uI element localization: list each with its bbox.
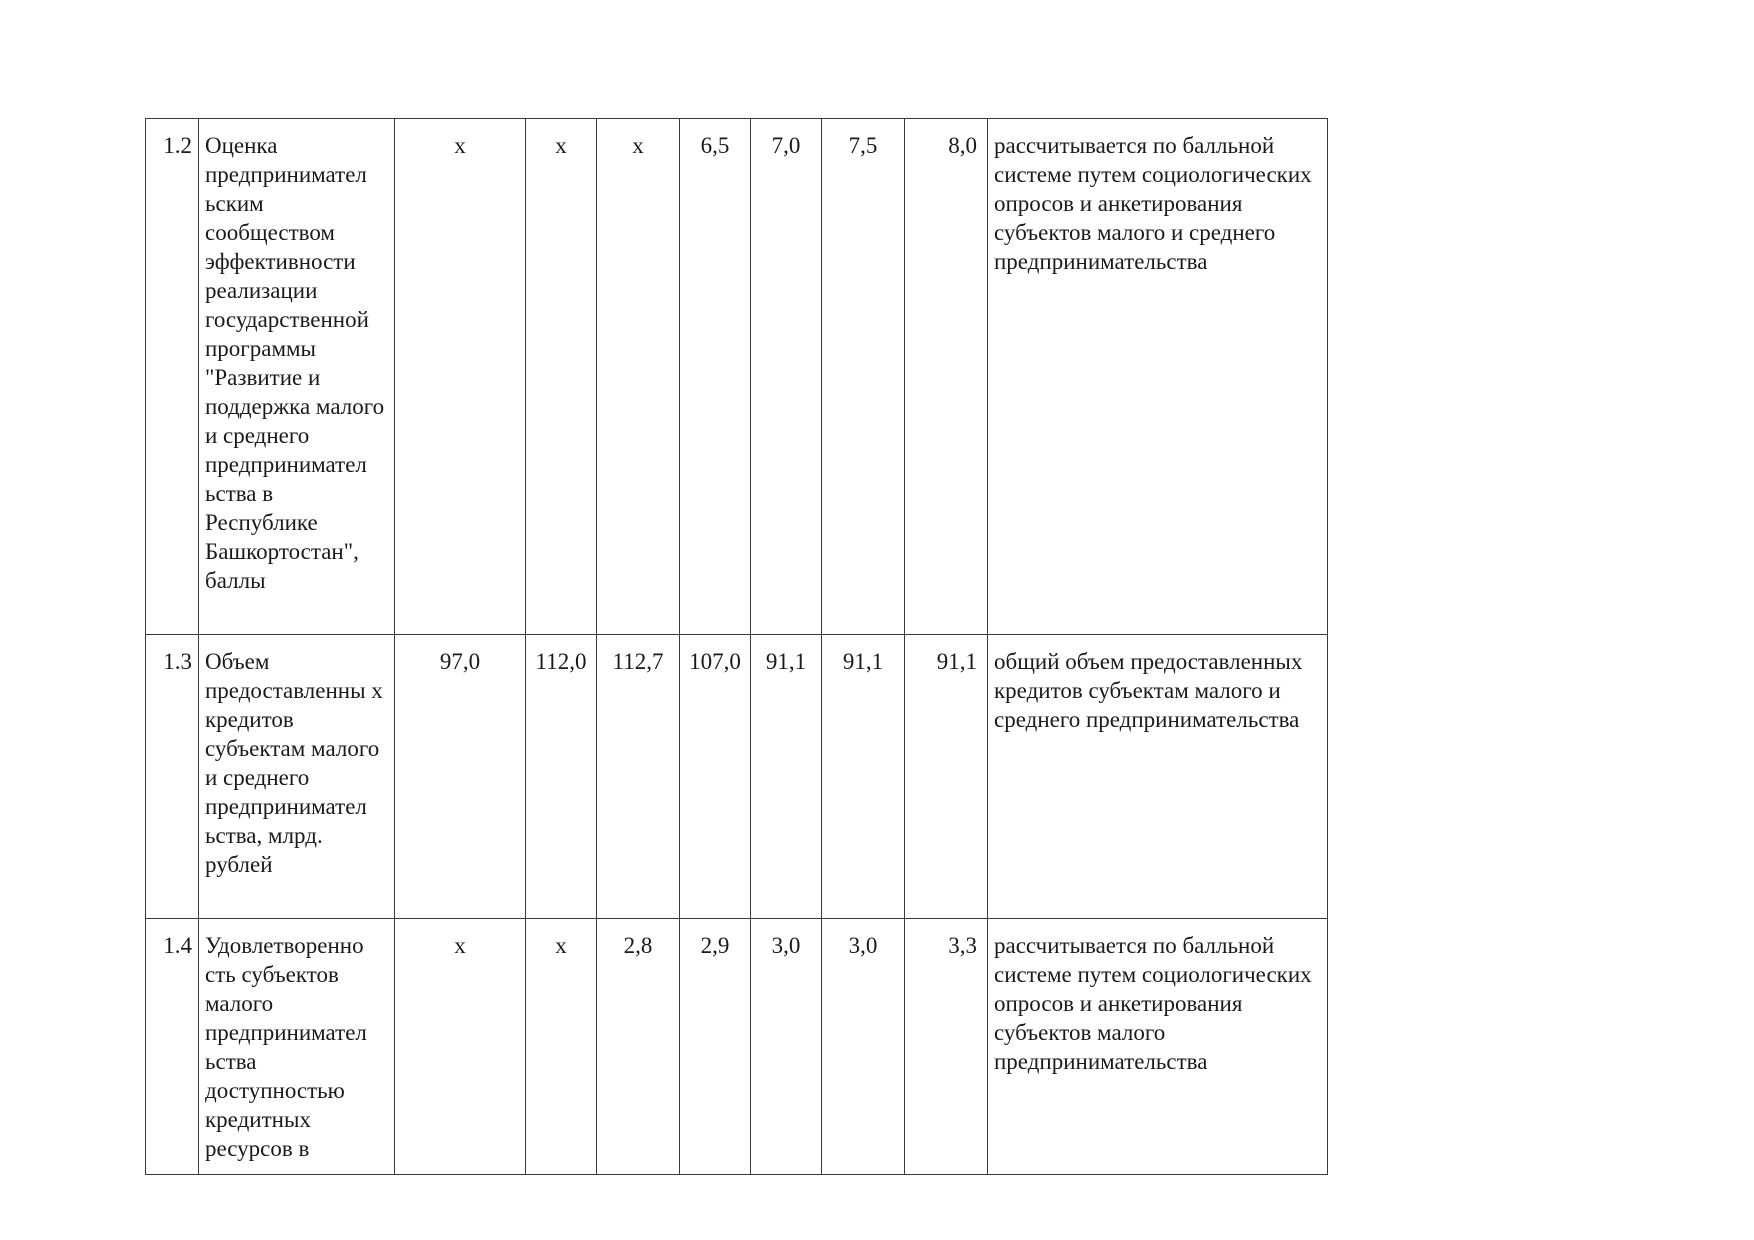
- row-number: 1.3: [146, 635, 199, 919]
- value-cell: 3,0: [822, 919, 905, 1175]
- value-cell: 2,9: [680, 919, 751, 1175]
- value-cell: 2,8: [597, 919, 680, 1175]
- value-cell: x: [597, 119, 680, 635]
- value-cell: 91,1: [905, 635, 988, 919]
- value-cell: 3,3: [905, 919, 988, 1175]
- value-cell: x: [526, 919, 597, 1175]
- value-cell: 112,7: [597, 635, 680, 919]
- value-cell: 7,5: [822, 119, 905, 635]
- indicator-name: Объем предоставленны х кредитов субъектам малого и среднего предпринимател ьства, млрд. рублей: [199, 635, 395, 919]
- method-description: рассчитывается по балльной системе путем социологических опросов и анкетирования субъектов малого и среднего предпринимательства: [988, 119, 1328, 635]
- value-cell: 7,0: [751, 119, 822, 635]
- value-cell: x: [395, 919, 526, 1175]
- indicator-name: Оценка предпринимател ьским сообществом эффективности реализации государственной программы "Развитие и поддержка малого и среднего предпринимател ьства в Республике Башкортостан", баллы: [199, 119, 395, 635]
- table-row: [146, 635, 1328, 919]
- value-cell: 8,0: [905, 119, 988, 635]
- table-row: [146, 119, 1328, 635]
- value-cell: 91,1: [751, 635, 822, 919]
- value-cell: x: [395, 119, 526, 635]
- table-row: [146, 919, 1328, 1175]
- value-cell: x: [526, 119, 597, 635]
- method-description: общий объем предоставленных кредитов субъектам малого и среднего предпринимательства: [988, 635, 1328, 919]
- row-number: 1.2: [146, 119, 199, 635]
- value-cell: 112,0: [526, 635, 597, 919]
- row-number: 1.4: [146, 919, 199, 1175]
- value-cell: 97,0: [395, 635, 526, 919]
- value-cell: 6,5: [680, 119, 751, 635]
- value-cell: 107,0: [680, 635, 751, 919]
- value-cell: 91,1: [822, 635, 905, 919]
- value-cell: 3,0: [751, 919, 822, 1175]
- indicator-name: Удовлетворенно сть субъектов малого предпринимател ьства доступностью кредитных ресурсов в: [199, 919, 395, 1175]
- indicators-table: [145, 118, 1328, 1175]
- method-description: рассчитывается по балльной системе путем социологических опросов и анкетирования субъектов малого предпринимательства: [988, 919, 1328, 1175]
